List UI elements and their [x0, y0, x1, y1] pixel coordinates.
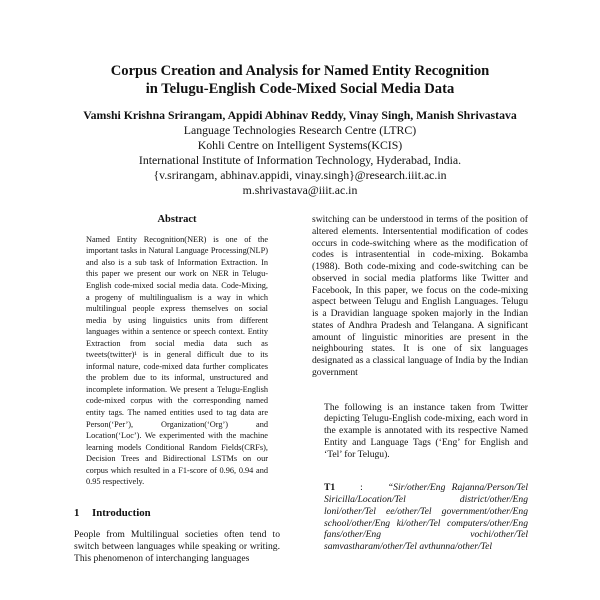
- section-title: Introduction: [92, 506, 151, 519]
- paragraph-code-mixing: switching can be understood in terms of the position of altered elements. Intersentential modification of codes occurs in code-switching where as the modification of codes is intrasentential in code-mixing. Bokamba (1988). Both code-mixing and code-switching can be observed in social media platforms like Twitter and Facebook, In this paper, we focus on the code-mixing aspect between Telugu and English Languages. Telugu is a Dravidian language spoken majorly in the Indian states of Andhra Pradesh and Telangana. A significant amount of linguistic minorities are present in the neighbouring states. It is one of six languages designated as a classical language of India by the Indian government: [312, 214, 528, 378]
- example-t1: [312, 482, 528, 553]
- author-email-2: m.shrivastava@iiit.ac.in: [242, 183, 358, 197]
- example-annotated-text: “Sir/other/Eng Rajanna/Person/Tel Siricilla/Location/Tel district/other/Eng loni/other/Tel ee/other/Tel government/other/Eng school/other/Eng ki/other/Tel computers/other/Eng fans/other/Eng vochi/other/Tel samvastharam/other/Tel avthunna/other/Tel: [324, 482, 529, 553]
- introduction-text: People from Multilingual societies often tend to switch between languages while speaking or writing. This phenomenon of interchanging languages: [74, 528, 280, 564]
- left-column: [74, 214, 280, 565]
- right-column: [312, 214, 528, 553]
- author-names: Vamshi Krishna Srirangam, Appidi Abhinav Reddy, Vinay Singh, Manish Shrivastava: [83, 108, 517, 122]
- abstract-text: Named Entity Recognition(NER) is one of the important tasks in Natural Language Processing(NLP) and also is a sub task of Information Extraction. In this paper we present our work on NER in Telugu-English code-mixed social media data. Code-Mixing, a progeny of multilingualism is a way in which multilingual people express themselves on social media by using linguistics units from different languages within a sentence or speech context. Entity Extraction from social media data such as tweets(twitter)¹ is in general difficult due to its informal nature, code-mixed data further complicates the problem due to its informal, unstructured and incomplete information. We present a Telugu-English code-mixed corpus with the corresponding named entity tags. The named entities used to tag data are Person(‘Per’), Organization(‘Org’) and Location(‘Loc’). We experimented with the machine learning models Conditional Random Fields(CRFs), Decision Trees and Bidirectional LSTMs on our corpus which resulted in a F1-score of 0.96, 0.94 and 0.95 respectively.: [86, 234, 268, 487]
- affiliation-iiit: International Institute of Information Technology, Hyderabad, India.: [138, 153, 462, 167]
- paragraph-example-intro: The following is an instance taken from Twitter depicting Telugu-English code-mixing, each word in the example is annotated with its respective Named Entity and Language Tags (‘Eng’ for English and ‘Tel’ for Telugu).: [324, 401, 528, 460]
- affiliation-ltrc: Language Technologies Research Centre (LTRC): [183, 123, 417, 137]
- title-line-1: Corpus Creation and Analysis for Named Entity Recognition: [110, 63, 490, 79]
- affiliation-kcis: Kohli Centre on Intelligent Systems(KCIS): [197, 138, 403, 152]
- author-block: [0, 108, 600, 198]
- section-heading-introduction: [74, 508, 280, 520]
- section-number: 1: [74, 506, 80, 519]
- author-emails: {v.srirangam, abhinav.appidi, vinay.singh}@research.iiit.ac.in: [153, 168, 447, 182]
- title-line-2: in Telugu-English Code-Mixed Social Media Data: [145, 81, 455, 97]
- example-label: T1: [324, 482, 336, 494]
- abstract-heading: Abstract: [157, 214, 197, 225]
- example-separator: :: [360, 482, 363, 494]
- paper-title: [0, 62, 600, 98]
